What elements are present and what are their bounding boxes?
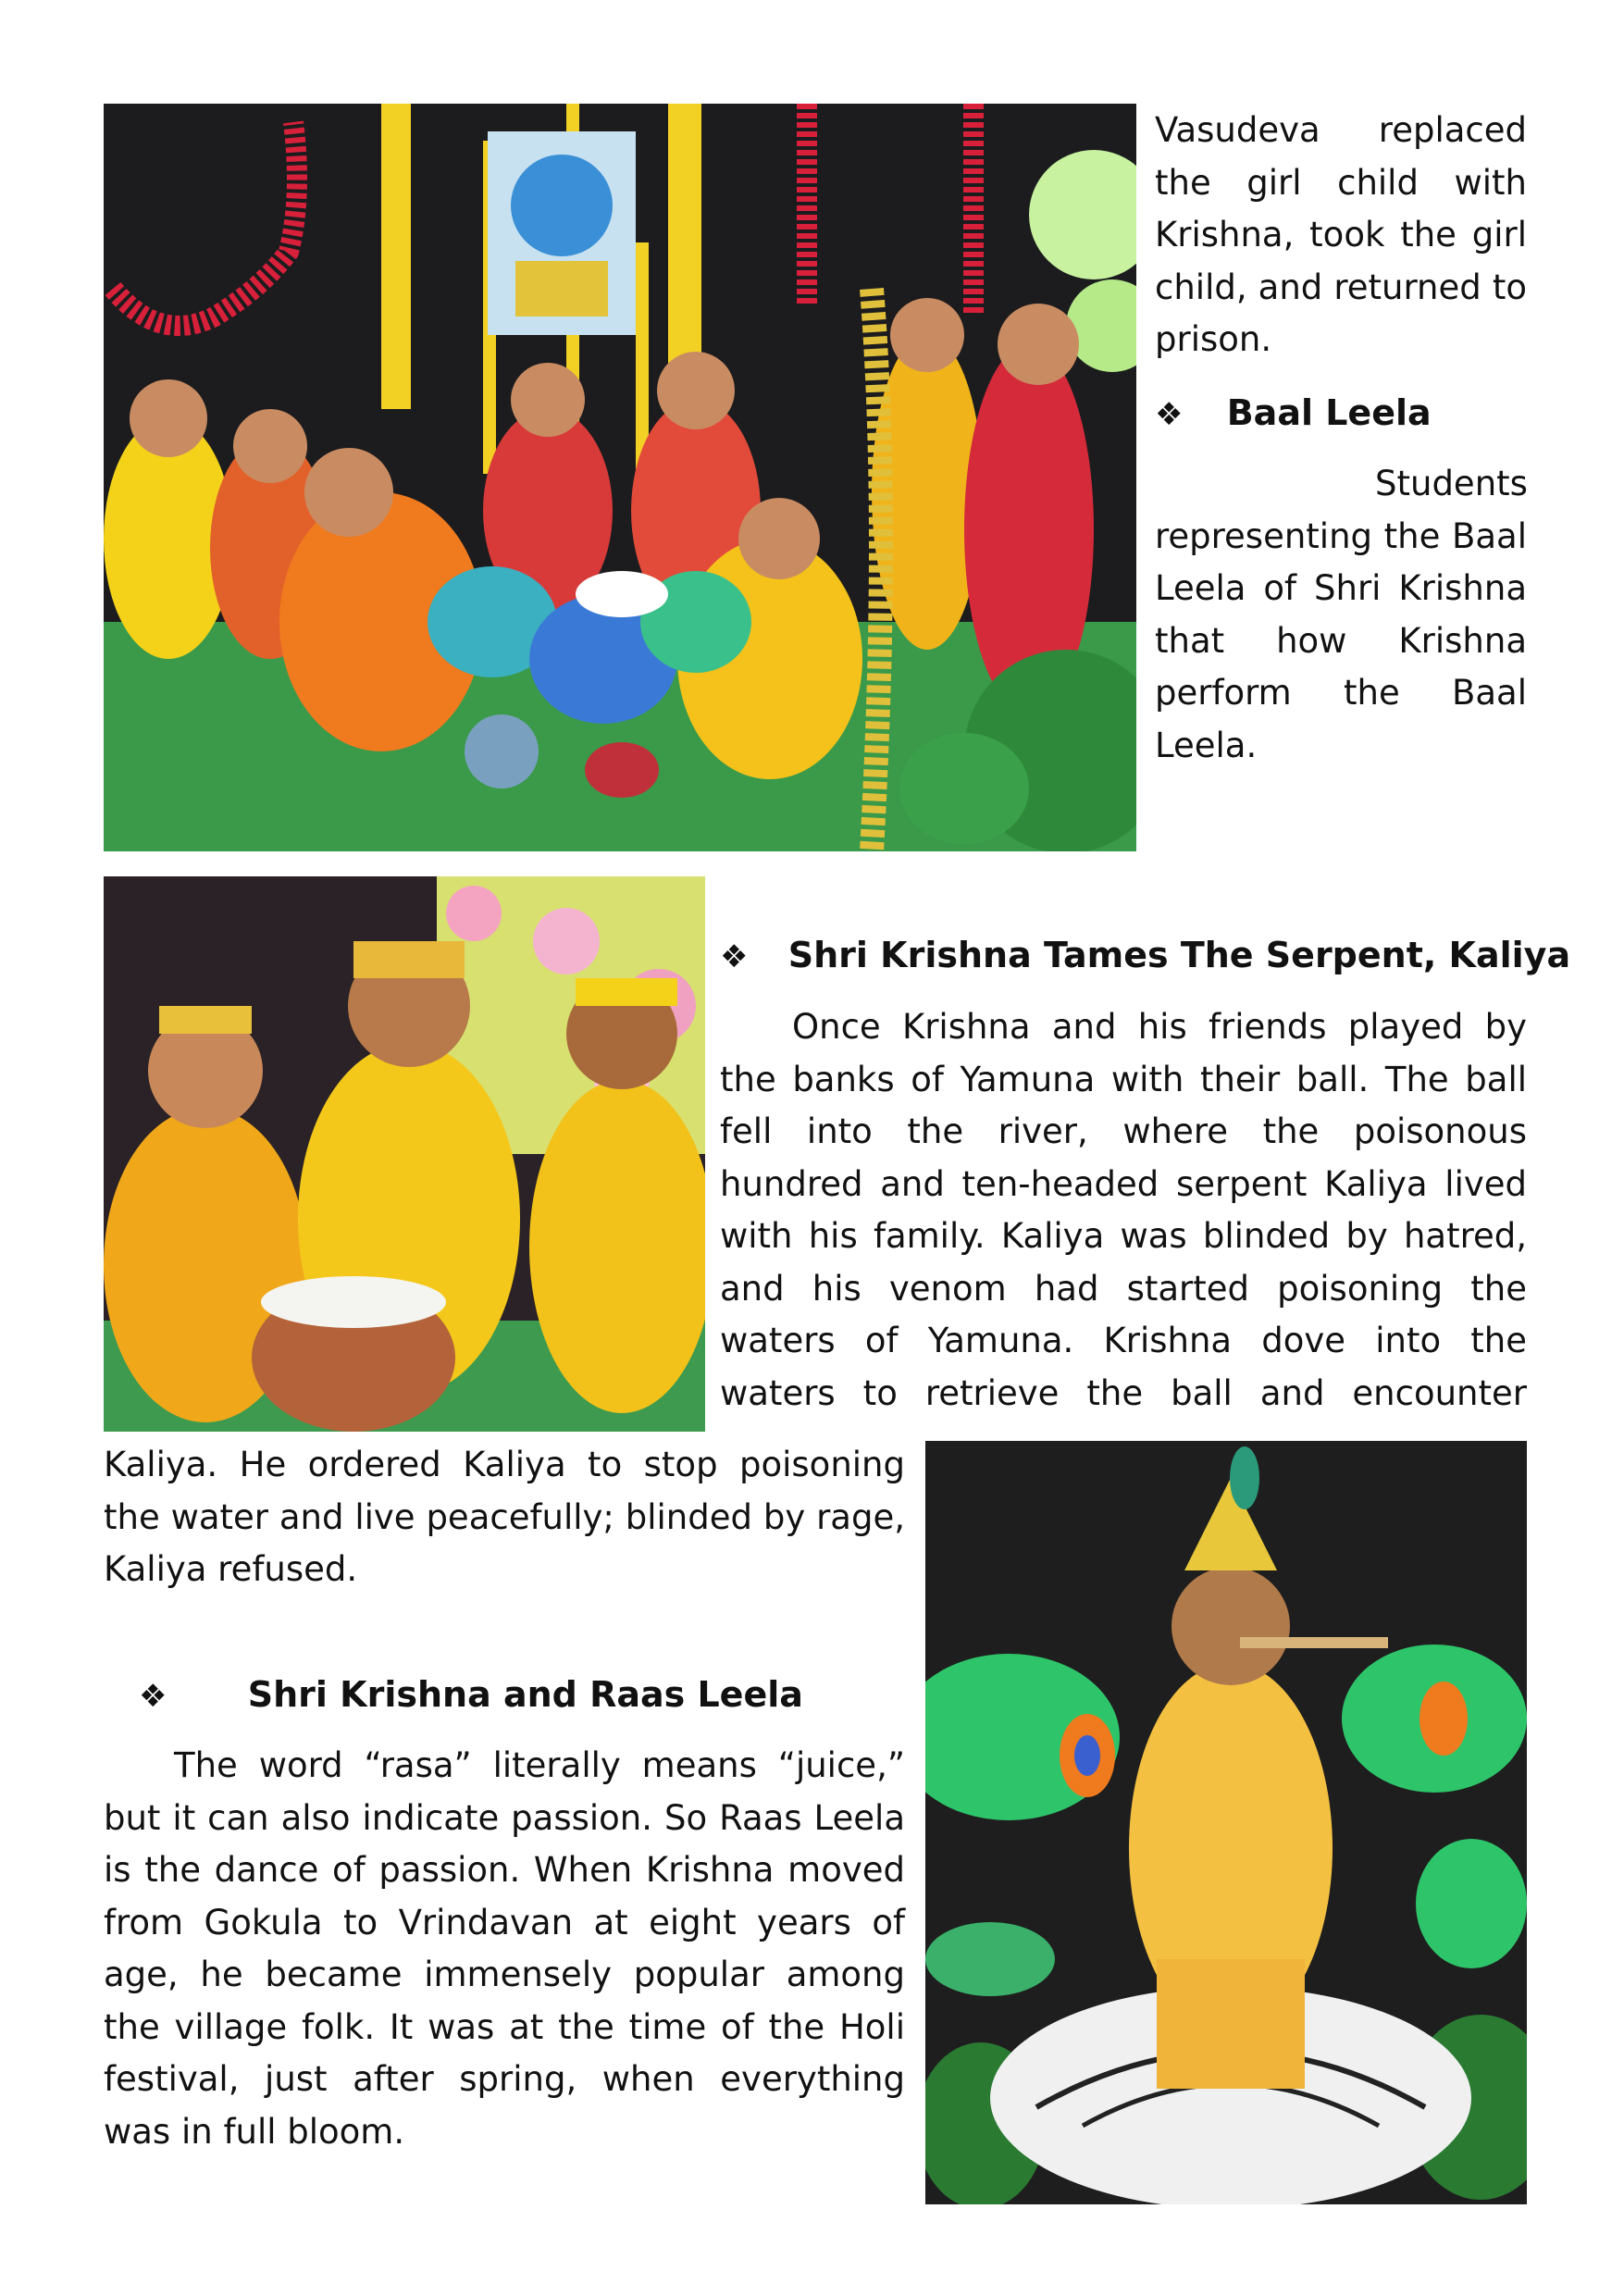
- diamond-bullet-icon: ❖: [1155, 396, 1184, 433]
- section-body: Students representing the Baal Leela of Shri Krishna that how Krishna perform the Baal Leela.: [1155, 464, 1528, 765]
- butter-eating-boys-photo: [104, 876, 705, 1432]
- section-title: Shri Krishna Tames The Serpent, Kaliya: [787, 935, 1571, 975]
- section-title: Baal Leela: [1226, 392, 1432, 433]
- krishna-on-serpent-photo: [925, 1441, 1527, 2204]
- section-heading: [139, 1669, 803, 1722]
- col1-text: Vasudeva replaced the girl child with Krishna, took the girl child, and returned to prison.: [1155, 110, 1527, 359]
- section-heading: [1155, 387, 1432, 441]
- diamond-bullet-icon: ❖: [720, 938, 749, 975]
- section-body-continued: Kaliya. He ordered Kaliya to stop poisoning the water and live peacefully; blinded by rage, Kaliya refused.: [104, 1445, 905, 1589]
- section-body: The word “rasa” literally means “juice,” but it can also indicate passion. So Raas Leela is the dance of passion. When Krishna moved from Gokula to Vrindavan at eight years of age, he became immensely popular among the village folk. It was at the time of the Holi festival, just after spring, when everything was in full bloom.: [104, 1745, 905, 2152]
- section-heading: [720, 929, 1570, 983]
- baal-leela-group-photo: [104, 104, 1136, 851]
- section-title: Shri Krishna and Raas Leela: [247, 1674, 803, 1715]
- diamond-bullet-icon: ❖: [139, 1678, 167, 1715]
- section-body: Once Krishna and his friends played by the banks of Yamuna with their ball. The ball fell into the river, where the poisonous hundred and ten-headed serpent Kaliya lived with his family. Kaliya was blinded by hatred, and his venom had started poisoning the waters of Yamuna. Krishna dove into the waters to retrieve the ball and encounter: [720, 1007, 1527, 1413]
